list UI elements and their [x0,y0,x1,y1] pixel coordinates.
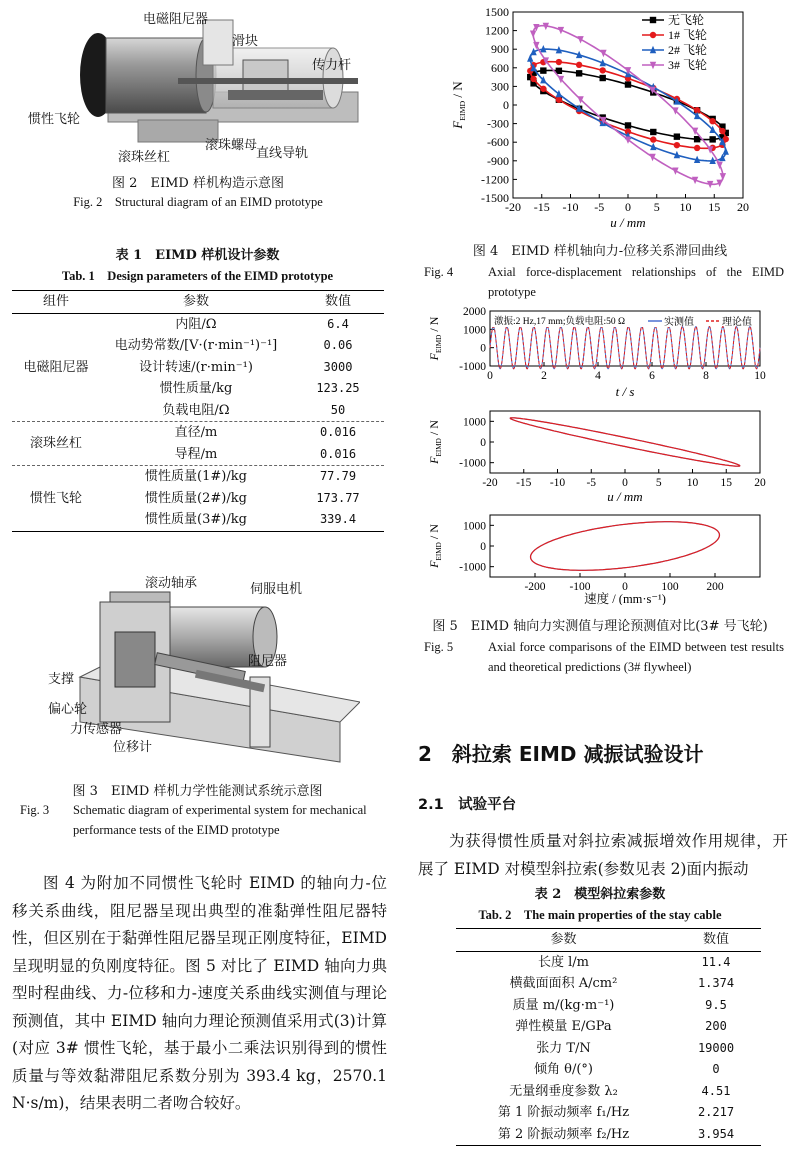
table2-param: 横截面面积 A/cm² [509,976,618,991]
table2-value: 200 [705,1019,727,1033]
y-tick-label: -1000 [459,361,486,373]
table2-row [456,1038,761,1060]
legend-entry: 3# 飞轮 [668,58,708,72]
data-point [556,97,562,103]
paragraph-2: 为获得惯性质量对斜拉索减振增效作用规律，开展了 EIMD 对模型斜拉索(参数见表 2)面内振动 [418,832,788,878]
fig2-caption-en: Fig. 2 Structural diagram of an EIMD prototype [73,195,323,209]
table1-row [12,466,384,488]
table2-row [456,1016,761,1038]
table1-value: 173.77 [316,490,360,505]
table2-value: 19000 [697,1040,735,1055]
table1-value: 3000 [323,359,353,374]
table1-param: 电动势常数/[V·(r·min⁻¹)⁻¹] [114,338,278,353]
fig3-caption-en-label: Fig. 3 [20,803,50,817]
table1-component: 滚珠丝杠 [29,435,82,451]
table1-param: 设计转速/(r·min⁻¹) [139,359,253,375]
y-axis-label: $F_{EIMD}$ / N [427,316,443,361]
fig2-label-nut: 滚珠螺母 [205,138,258,153]
fig3-label-bearing: 滚动轴承 [145,576,198,591]
table2-value: 0 [712,1062,720,1076]
y-tick-label: 900 [491,42,509,57]
table1-param: 内阻/Ω [175,316,217,332]
data-point [625,122,631,128]
x-tick-label: 200 [706,581,724,593]
table1-component: 电磁阻尼器 [23,359,89,375]
section-2-heading: 2 斜拉索 EIMD 减振试验设计 [418,742,704,766]
fig2-label-flywheel: 惯性飞轮 [28,112,81,127]
fig3-label-motor: 伺服电机 [250,582,303,597]
table2-row [456,1124,761,1146]
y-tick-label: -1200 [481,172,509,187]
table2-param: 张力 T/N [536,1040,591,1056]
fig3-label-support: 支撑 [48,672,75,687]
table1-value: 123.25 [316,381,360,395]
data-point [650,129,656,135]
x-tick-label: 0 [487,370,493,382]
fig5-caption-cn: 图 5 EIMD 轴向力实测值与理论预测值对比(3# 号飞轮) [432,619,768,634]
x-tick-label: 2 [541,370,547,382]
data-point [625,81,631,87]
table2-title-cn: 表 2 模型斜拉索参数 [534,887,666,902]
x-axis-label: t / s [615,384,635,399]
x-tick-label: 100 [661,581,679,593]
legend-entry: 无飞轮 [668,13,705,27]
x-tick-label: -20 [482,477,498,489]
data-point [716,162,722,169]
data-point [576,70,582,76]
fig2-label-guide: 直线导轨 [256,146,309,161]
data-point [556,59,562,65]
table2-param: 第 1 阶振动频率 f₁/Hz [497,1105,630,1120]
x-tick-label: 0 [625,200,631,214]
table2-param: 无量纲垂度参数 λ₂ [509,1083,618,1099]
series-line [510,418,740,466]
table2-row [456,1081,761,1103]
y-axis-label: $F_{EIMD}$ / N [450,81,467,129]
table1-param: 直径/m [174,425,218,440]
table1-value: 77.79 [319,469,357,483]
x-tick-label: 15 [720,477,732,489]
table2-param: 长度 l/m [538,954,589,970]
data-point [600,75,606,81]
fig5-caption-en-label: Fig. 5 [424,640,454,654]
fig3-label-lvdt: 位移计 [113,740,153,755]
table1-value: 0.06 [323,338,353,352]
y-tick-label: 300 [491,79,509,94]
x-tick-label: -100 [569,581,591,593]
y-tick-label: 0 [480,437,486,449]
data-point [650,17,656,23]
table2-row [456,1102,761,1124]
data-point [674,142,680,148]
table1-value: 6.4 [327,316,349,331]
y-tick-label: 600 [491,60,509,75]
y-axis-label: $F_{EIMD}$ / N [427,524,443,568]
table1-title-en: Tab. 1 Design parameters of the EIMD prototype [61,269,334,283]
x-tick-label: -5 [594,200,605,214]
data-point [709,118,715,124]
table1-value: 339.4 [319,512,357,526]
data-point [556,90,562,97]
table1-row [12,422,384,444]
fig4-caption-en-label: Fig. 4 [424,265,454,279]
y-tick-label: -1500 [481,191,509,205]
table1-header-component: 组件 [42,294,69,309]
data-point [674,133,680,139]
data-point [719,128,725,134]
fig4-chart [410,0,790,232]
fig2-caption-cn: 图 2 EIMD 样机构造示意图 [112,176,284,191]
data-point [650,136,656,142]
table2-param: 弹性模量 E/GPa [515,1019,612,1034]
table1-title-cn: 表 1 EIMD 样机设计参数 [115,248,280,263]
fig5-caption-en-text: Axial force comparisons of the EIMD between test results and theoretical predictions (3# flywheel) [488,640,784,674]
y-tick-label: 1200 [485,23,509,38]
data-point [723,147,729,154]
plot-frame [513,12,743,198]
x-tick-label: 6 [649,370,655,382]
fig3-illustration [60,562,360,774]
x-tick-label: 5 [653,200,660,214]
x-tick-label: -200 [524,581,546,593]
data-point [527,54,533,61]
table2-row [456,973,761,995]
x-tick-label: -15 [533,200,550,214]
table2-param: 倾角 θ/(°) [534,1062,593,1077]
fig3-label-sensor: 力传感器 [70,722,123,737]
table1-param: 导程/m [174,446,218,462]
table1-header-param: 参数 [182,294,209,309]
table2-row [456,1059,761,1081]
table1-component: 惯性飞轮 [29,490,82,506]
data-point [530,76,536,82]
table1-param: 惯性质量(2#)/kg [145,490,247,506]
x-tick-label: 4 [595,370,601,382]
table2 [456,928,761,1146]
y-tick-label: -600 [487,135,509,150]
y-tick-label: 0 [480,342,486,355]
x-tick-label: -10 [562,200,579,214]
table2-header-value: 数值 [702,932,729,947]
y-tick-label: -1000 [459,457,486,470]
data-point [540,67,546,73]
fig4-caption-en-text: Axial force-displacement relationships of the EIMD prototype [488,265,784,299]
table2-title-en: Tab. 2 The main properties of the stay cable [478,908,722,922]
table1-param: 惯性质量/kg [159,381,233,396]
table2-value: 2.217 [697,1105,735,1119]
data-point [694,145,700,151]
x-tick-label: 10 [679,200,692,214]
fig3-caption-cn: 图 3 EIMD 样机力学性能测试系统示意图 [72,784,323,799]
data-point [600,50,606,57]
x-tick-label: 5 [655,477,662,489]
table1-row [12,313,384,335]
data-point [530,31,536,38]
y-tick-label: 1500 [485,5,509,19]
data-point [576,62,582,68]
y-tick-label: 2000 [463,306,486,318]
fig2-label-slider: 滑块 [232,34,259,49]
x-tick-label: 0 [622,477,628,489]
table2-row [456,995,761,1017]
legend-entry: 1# 飞轮 [668,28,708,42]
x-tick-label: 20 [754,477,766,489]
y-axis-label: $F_{EIMD}$ / N [427,420,443,464]
y-tick-label: -900 [487,153,509,168]
fig2-label-damper: 电磁阻尼器 [143,12,209,27]
table2-value: 3.954 [697,1126,735,1141]
data-point [600,67,606,73]
table2-value: 9.5 [705,997,727,1012]
x-tick-label: 0 [622,581,628,593]
y-tick-label: 1000 [463,416,486,429]
table1-value: 0.016 [319,446,357,461]
table1 [12,290,384,532]
section-2-1-heading: 2.1 试验平台 [418,797,517,813]
fig5-charts [410,305,790,605]
x-tick-label: 8 [703,370,709,382]
series-line [531,522,720,571]
series-line [510,418,740,466]
fig4-caption-cn: 图 4 EIMD 样机轴向力-位移关系滞回曲线 [472,244,728,259]
data-point [709,136,715,142]
x-axis-label: u / mm [610,215,646,230]
data-point [625,137,631,144]
y-tick-label: 1000 [463,520,486,533]
fig3-label-eccentric: 偏心轮 [48,702,88,717]
data-point [540,86,546,92]
table2-param: 质量 m/(kg·m⁻¹) [512,997,615,1013]
x-axis-label: u / mm [607,489,643,504]
table2-value: 1.374 [697,976,735,990]
y-tick-label: -1000 [459,561,486,574]
fig3-label-damper: 阻尼器 [248,654,288,669]
y-tick-label: 1000 [463,324,486,337]
x-tick-label: -15 [516,477,532,489]
table1-value: 50 [330,402,346,417]
table1-header-value: 数值 [324,294,351,309]
table2-row [456,951,761,973]
table2-value: 4.51 [701,1083,731,1098]
series-line [531,522,720,571]
fig2-label-rod: 传力杆 [312,58,352,73]
x-tick-label: 20 [737,200,749,214]
fig3-caption-en-text: Schematic diagram of experimental system for mechanical performance tests of the EIMD prototype [73,803,367,837]
data-point [650,32,656,38]
fig2-label-ballscrew: 滚珠丝杠 [118,150,171,165]
x-tick-label: -10 [549,477,566,489]
table1-value: 0.016 [319,425,357,439]
table1-param: 惯性质量(1#)/kg [145,469,247,484]
x-axis-label: 速度 / (mm·s⁻¹) [584,592,666,605]
x-tick-label: -5 [586,477,597,489]
table2-value: 11.4 [701,954,731,969]
y-tick-label: 0 [503,98,509,112]
table1-param: 负载电阻/Ω [162,402,230,418]
x-tick-label: 15 [708,200,721,214]
table2-header-param: 参数 [550,932,577,947]
table1-param: 惯性质量(3#)/kg [145,512,247,527]
y-tick-label: -300 [487,116,509,131]
paragraph-1: 图 4 为附加不同惯性飞轮时 EIMD 的轴向力-位移关系曲线，阻尼器呈现出典型的准黏弹性阻尼器特性，但区别在于黏弹性阻尼器呈现正刚度特征，EIMD 呈现明显的负刚度特征。图 5 对比了 EIMD 轴向力典型时程曲线、力-位移和力-速度关系曲线实测值与理论预测值，其中 EIMD 轴向力理论预测值采用式(3)计算(对应 3# 惯性飞轮，基于最小二乘法识别得到的惯性质量与等效黏滞阻尼系数分别为 393.4 kg，2570.1 N·s/m)，结果表明二者吻合较好。 [12,874,387,1112]
x-tick-label: 10 [686,477,699,489]
x-tick-label: 10 [754,370,766,382]
data-point [720,173,726,180]
legend-entry: 实测值 [664,317,694,328]
x-tick-label: -20 [505,200,521,214]
legend-entry: 理论值 [722,317,752,328]
table2-param: 第 2 阶振动频率 f₂/Hz [497,1126,630,1142]
legend-entry: 2# 飞轮 [668,43,708,57]
annotation: 激振:2 Hz,17 mm;负载电阻:50 Ω [494,317,626,327]
y-tick-label: 0 [480,541,486,553]
